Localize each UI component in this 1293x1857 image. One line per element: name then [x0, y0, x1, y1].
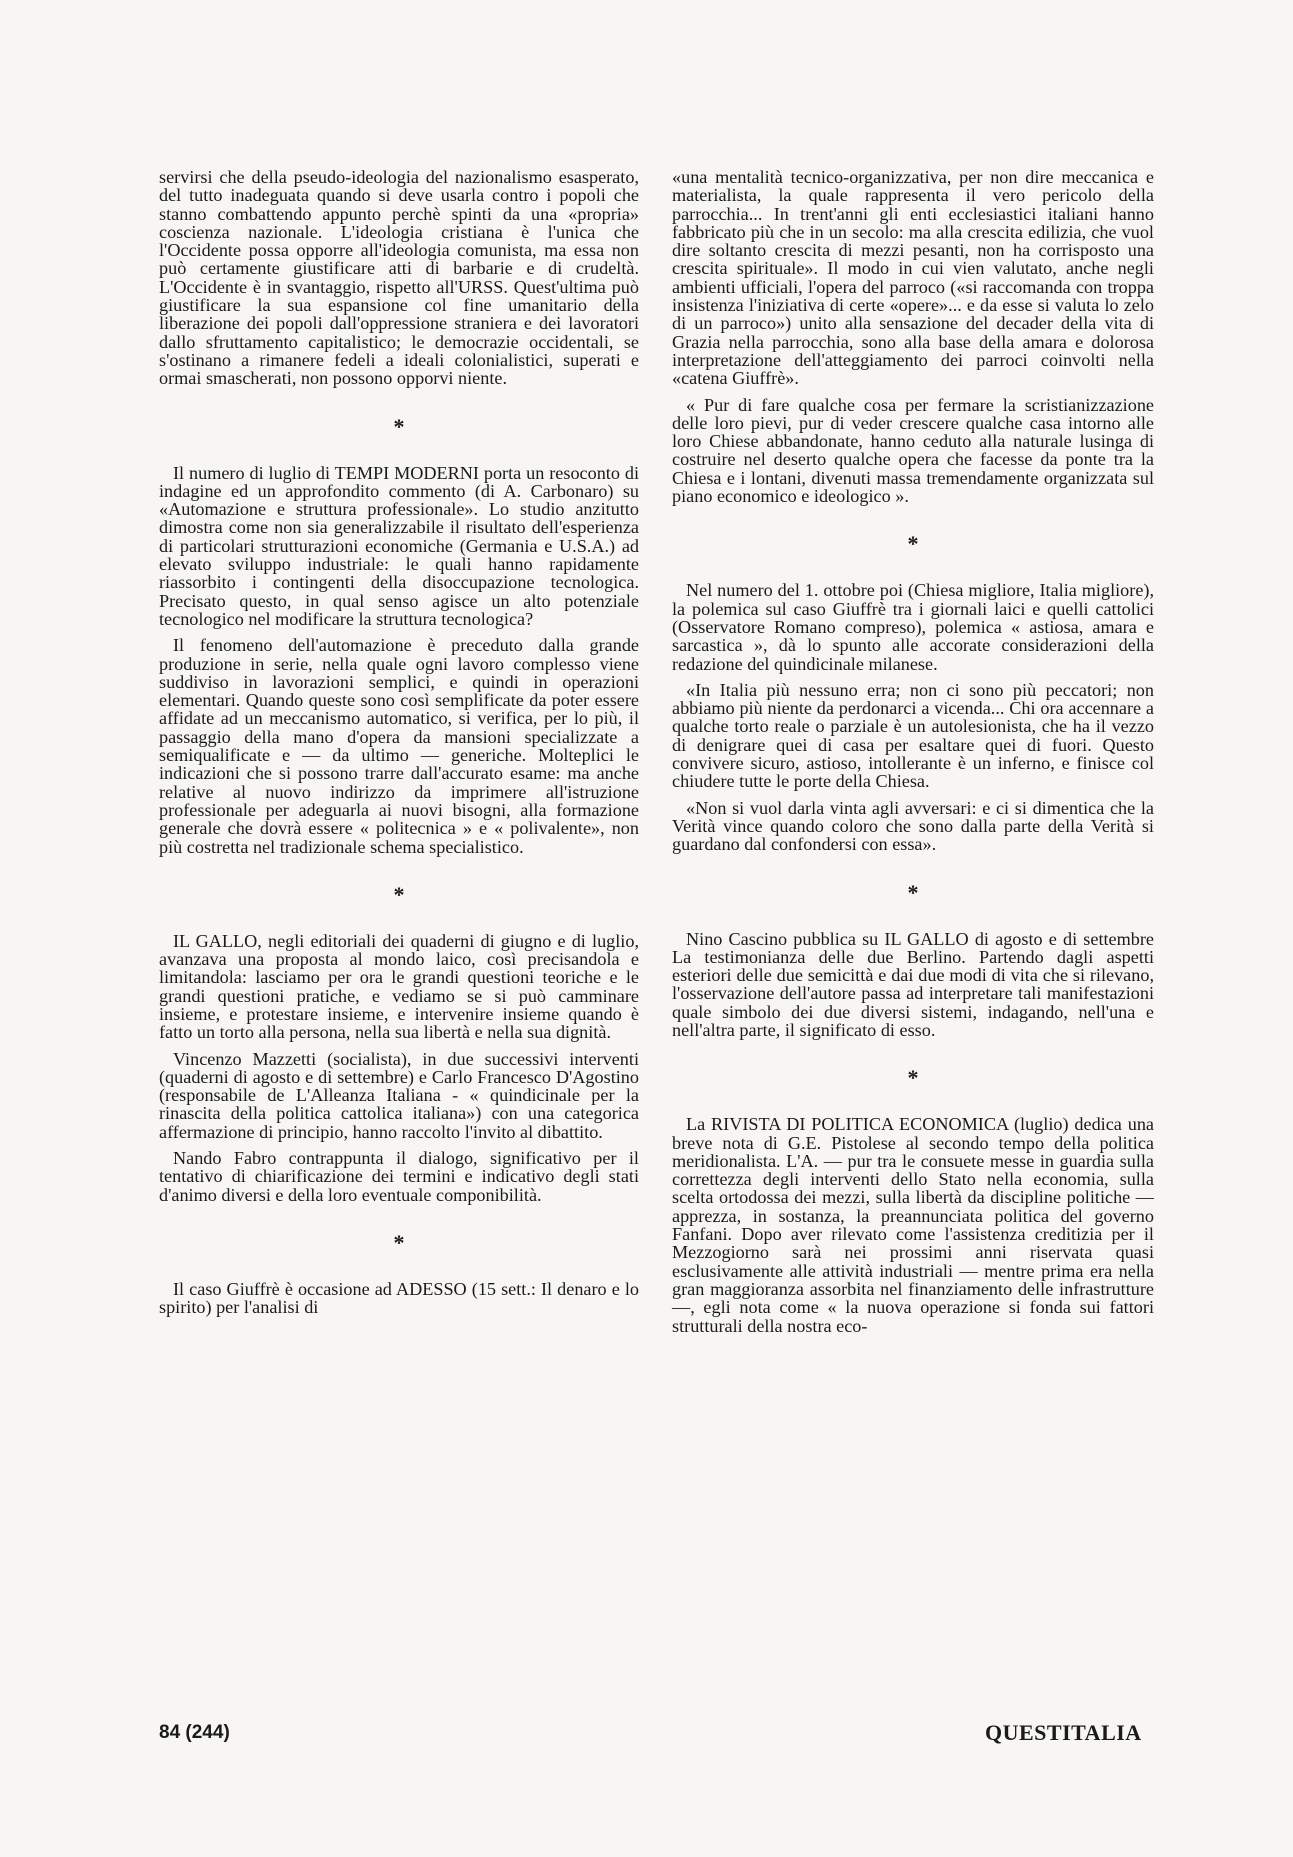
paragraph: Nel numero del 1. ottobre poi (Chiesa migliore, Italia migliore), la polemica sul caso Giuffrè tra i giornali laici e quelli cattolici (Osservatore Romano compreso), polemica « astiosa, amara e sarcastica », dà lo spunto alle accorate considerazioni della redazione del quindicinale milanese. — [672, 580, 1154, 674]
section-separator: * — [393, 881, 405, 907]
paragraph: «Non si vuol darla vinta agli avversari: e ci si dimentica che la Verità vince quando coloro che sono dalla parte della Verità si guardano dal confondersi con essa». — [672, 797, 1154, 855]
section-separator: * — [393, 413, 405, 439]
paragraph: servirsi che della pseudo-ideologia del nazionalismo esasperato, del tutto inadeguata quando si deve usarla contro i popoli che stanno combattendo appunto perchè spinti da una «propria» coscienza nazionale. L'ideologia cristiana è l'unica che l'Occidente possa opporre all'ideologia comunista, ma essa non può certamente giustificare atti di barbarie e di crudeltà. L'Occidente è in svantaggio, rispetto all'URSS. Quest'ultima può giustificare la sua espansione col fine umanitario della liberazione dei popoli dall'oppressione straniera e dei lavoratori dallo sfruttamento capitalistico; le democrazie occidentali, se s'ostinano a rimanere fedeli a ideali colonialistici, superati e ormai smascherati, non possono opporvi niente. — [159, 167, 639, 389]
paragraph: Il numero di luglio di TEMPI MODERNI porta un resoconto di indagine ed un approfondito commento (di A. Carbonaro) su «Automazione e struttura professionale». Lo studio anzitutto dimostra come non sia generalizzabile il risultato dell'esperienza di particolari strutturazioni economiche (Germania e U.S.A.) ad elevato sviluppo industriale: le quali hanno rapidamente riassorbito i contingenti della disoccupazione tecnologica. Precisato questo, in qual senso agisce un alto potenziale tecnologico nel modificare la struttura tecnologica? — [159, 462, 639, 629]
left-column — [159, 168, 639, 1325]
paragraph: IL GALLO, negli editoriali dei quaderni di giugno e di luglio, avanzava una proposta al mondo laico, così precisandola e limitandola: lasciamo per ora le grandi questioni teoriche e le grandi questioni pratiche, e vediamo se si può camminare insieme, e protestare insieme, e intervenire insieme quando è fatto un torto alla persona, nella sua libertà e nella sua dignità. — [159, 930, 639, 1043]
paragraph: Nando Fabro contrappunta il dialogo, significativo per il tentativo di chiarificazione dei termini e indicativo degli stati d'animo diversi e della loro eventuale componibilità. — [159, 1148, 639, 1205]
paragraph: Il fenomeno dell'automazione è preceduto dalla grande produzione in serie, nella quale ogni lavoro complesso viene suddiviso in lavorazioni semplici, e quindi in operazioni elementari. Quando queste sono così semplificate da poter essere affidate ad un meccanismo automatico, si verifica, per lo più, il passaggio della mano d'opera da mansioni specializzate a semiqualificate e — da ultimo — generiche. Molteplici le indicazioni che si possono trarre dall'accurato esame: ma anche relative al nuovo indirizzo da imprimere all'istruzione professionale per adeguarla ai nuovi bisogni, alla formazione generale che dovrà essere « politecnica » e « polivalente», non più costretta nel tradizionale schema specialistico. — [159, 635, 639, 857]
section-separator: * — [907, 879, 919, 905]
paragraph: Nino Cascino pubblica su IL GALLO di agosto e di settembre La testimonianza delle due Berlino. Partendo dagli aspetti esteriori delle due semicittà e dai due modi di vita che si rilevano, l'osservazione dell'autore passa ad interpretare tali manifestazioni quale simbolo dei due diversi sistemi, indagando, nell'una e nell'altra parte, il significato di esso. — [672, 928, 1154, 1040]
paragraph: « Pur di fare qualche cosa per fermare la scristianizzazione delle loro pievi, pur di veder crescere qualche casa intorno alle loro Chiese abbandonate, hanno ceduto alla naturale lusinga di costruire nel deserto qualche opera che facesse da ponte tra la Chiesa e i lontani, divenuti massa tremendamente organizzata sul piano economico e ideologico ». — [672, 394, 1154, 507]
section-separator: * — [907, 531, 919, 557]
paragraph: La RIVISTA DI POLITICA ECONOMICA (luglio) dedica una breve nota di G.E. Pistolese al secondo tempo della politica meridionalista. L'A. — pur tra le consuete messe in guardia sulla correttezza degli interventi dello Stato nella economia, sulla scelta ortodossa dei mezzi, sulla libertà da discipline politiche — apprezza, in sostanza, la preannunciata politica del governo Fanfani. Dopo aver rilevato come l'assistenza creditizia per il Mezzogiorno sarà nei prossimi anni riservata quasi esclusivamente alle attività industriali — mentre prima era nella gran maggioranza assorbita nel finanziamento delle infrastrutture —, egli nota come « la nuova operazione si fonda sui fattori strutturali della nostra eco- — [672, 1114, 1154, 1336]
paragraph: Vincenzo Mazzetti (socialista), in due successivi interventi (quaderni di agosto e di settembre) e Carlo Francesco D'Agostino (responsabile de L'Alleanza Italiana - « quindicinale per la rinascita della politica cattolica italiana») con una categorica affermazione di principio, hanno raccolto l'invito al dibattito. — [159, 1048, 639, 1142]
paragraph: «In Italia più nessuno erra; non ci sono più peccatori; non abbiamo più niente da perdonarci a vicenda... Chi ora accennare a qualche torto reale o parziale è un autolesionista, che ha il vezzo di denigrare quei di casa per esaltare quei di fuori. Questo convivere sicuro, astioso, intollerante è un inferno, e finisce col chiudere tutte le porte della Chiesa. — [672, 679, 1154, 792]
publication-name: QUESTITALIA — [985, 1720, 1142, 1745]
page-number: 84 (244) — [159, 1722, 230, 1743]
right-column — [672, 168, 1154, 1343]
paragraph: «una mentalità tecnico-organizzativa, per non dire meccanica e materialista, la quale rappresenta il vero pericolo della parrocchia... In trent'anni gli enti ecclesiastici italiani hanno fabbricato più che in un secolo: ma alla crescita edilizia, che vuol dire soltanto crescita di mezzi pesanti, non ha corrisposto una crescita spirituale». Il modo in cui vien valutato, anche negli ambienti ufficiali, l'opera del parroco («si raccomanda con troppa insistenza l'iniziativa di certe «opere»... e da esse si valuta lo zelo di un parroco») unito alla sensazione del decader della vita di Grazia nella parrocchia, sono alla base della amara e dolorosa interpretazione dell'atteggiamento dei parroci coinvolti nella «catena Giuffrè». — [672, 167, 1154, 389]
section-separator: * — [907, 1065, 919, 1091]
section-separator: * — [393, 1229, 405, 1255]
paragraph: Il caso Giuffrè è occasione ad ADESSO (15 sett.: Il denaro e lo spirito) per l'analisi di — [159, 1278, 639, 1318]
